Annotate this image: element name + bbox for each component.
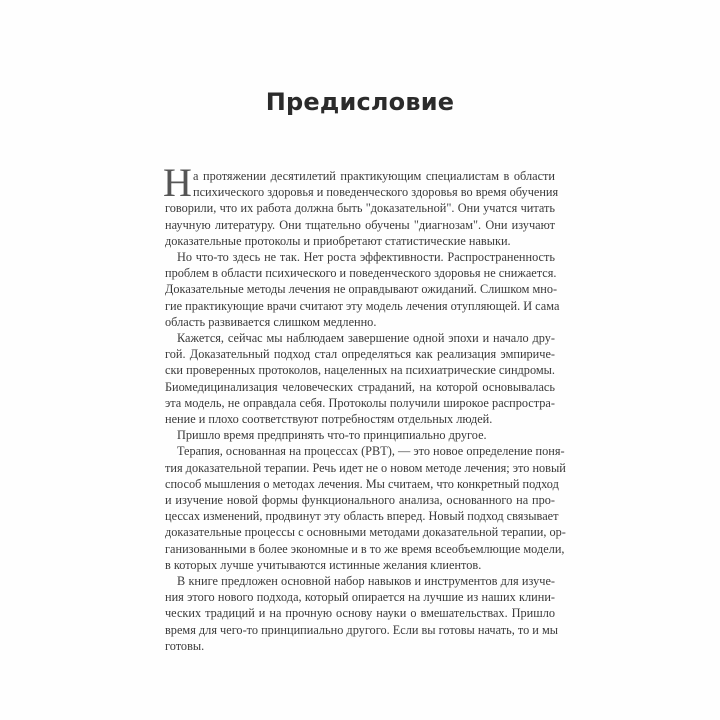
text-line: гие практикующие врачи считают эту модель лечения отупляющей. И сама [165,298,560,313]
text-line: Терапия, основанная на процессах (PBT), — это новое определение поня- [177,444,565,459]
text-line: готовы. [165,638,205,653]
text-line: нение и плохо соответствуют потребностям отдельных людей. [165,412,493,427]
text-line: Биомедицинализация человеческих страданий, на которой основывалась [165,379,555,394]
text-line: доказательные процессы с основными методами доказательной терапии, ор- [165,525,566,540]
text-line: а протяжении десятилетий практикующим специалистам в области [193,169,555,183]
text-line: область развивается слишком медленно. [165,314,377,329]
text-lines [163,160,566,654]
text-line: доказательные протоколы и приобретают статистические навыки. [165,233,511,248]
text-line: проблем в области психического и поведенческого здоровья не снижается. [165,266,557,281]
text-line: цессах изменений, продвинут эту область вперед. Новый подход связывает [165,509,559,524]
text-line: ния этого нового подхода, который опирается на лучшие из наших клини- [165,590,555,605]
text-line: В книге предложен основной набор навыков и инструментов для изуче- [177,574,555,589]
text-line: ческих традиций и на прочную основу науки о вмешательствах. Пришло [165,606,555,621]
text-line: способ мышления о методах лечения. Мы считаем, что конкретный подход [165,476,559,491]
text-line: Кажется, сейчас мы наблюдаем завершение одной эпохи и начало дру- [177,331,555,346]
text-line: эта модель, не оправдала себя. Протоколы получили широкое распростра- [165,395,555,410]
text-line: психического здоровья и поведенческого здоровья во время обучения [193,185,559,200]
preface-body [163,160,566,654]
text-line: Пришло время предпринять что-то принципиально другое. [177,428,487,443]
text-line: гой. Доказательный подход стал определяться как реализация эмпириче- [165,347,555,362]
page-title: Предисловие [265,88,455,116]
text-line: в которых лучше учитываются истинные желания клиентов. [165,557,482,572]
text-line: говорили, что их работа должна быть "доказательной". Они учатся читать [165,201,555,216]
text-line: время для чего-то принципиально другого. Если вы готовы начать, то и мы [165,622,559,637]
text-line: Но что-то здесь не так. Нет роста эффективности. Распространенность [177,250,555,265]
text-line: Доказательные методы лечения не оправдывают ожиданий. Слишком мно- [165,282,558,297]
text-line: ганизованными в более экономные и в то же время всеобъемлющие модели, [165,541,565,556]
text-line: ски проверенных протоколов, нацеленных на психиатрические синдромы. [165,363,555,378]
text-line: научную литературу. Они тщательно обучены "диагнозам". Они изучают [165,217,555,232]
text-line: тия доказательной терапии. Речь идет не о новом методе лечения; это новый [165,460,566,475]
text-line: и изучение новой формы функционального анализа, основанного на про- [165,493,555,508]
drop-cap: Н [163,160,192,205]
